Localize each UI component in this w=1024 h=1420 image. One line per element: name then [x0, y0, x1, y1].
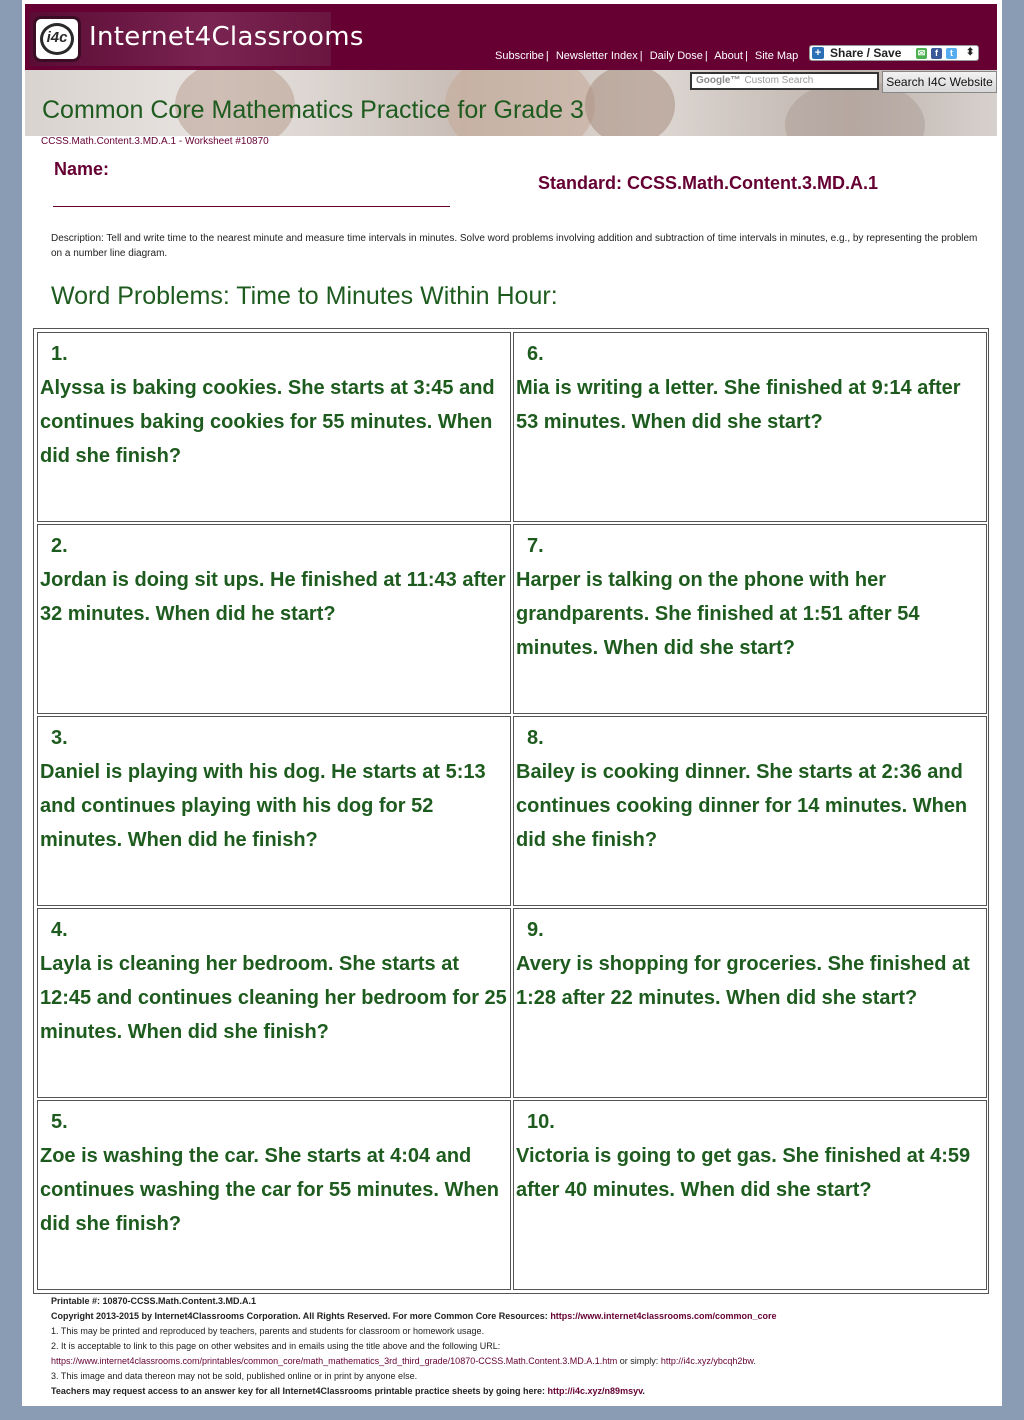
- top-navigation: Subscribe | Newsletter Index | Daily Dose | About | Site Map: [495, 50, 799, 62]
- problem-cell: [513, 332, 987, 522]
- name-label: Name:: [54, 159, 110, 179]
- usage-note-1: 1. This may be printed and reproduced by teachers, parents and students for classroom or homework usage.: [51, 1326, 485, 1336]
- share-plus-icon: +: [812, 47, 824, 59]
- common-core-link[interactable]: https://www.internet4classrooms.com/common_core: [550, 1311, 777, 1321]
- description: Description: Tell and write time to the nearest minute and measure time intervals in minutes. Solve word problems involving addition and subtraction of time intervals in minutes, e.g., by representing the problem on a number line diagram.: [51, 233, 978, 259]
- share-email-icon[interactable]: ✉: [917, 48, 926, 58]
- site-logo[interactable]: [29, 12, 364, 66]
- copyright-line: [51, 1309, 981, 1324]
- share-save-label: Share / Save: [830, 46, 902, 60]
- problem-cell: [37, 908, 511, 1098]
- banner: [25, 70, 997, 136]
- worksheet-page: [22, 0, 1002, 1406]
- page-title: Common Core Mathematics Practice for Grade 3: [42, 96, 584, 124]
- facebook-icon[interactable]: f: [931, 48, 942, 59]
- problem-text: Zoe is washing the car. She starts at 4:04 and continues washing the car for 55 minutes. When did she finish?: [40, 1145, 499, 1235]
- problem-cell: [513, 908, 987, 1098]
- search-input[interactable]: [690, 72, 879, 90]
- problem-cell: [37, 524, 511, 714]
- worksheet-breadcrumb: CCSS.Math.Content.3.MD.A.1 - Worksheet #10870: [41, 136, 269, 147]
- problem-number: 6.: [527, 343, 544, 365]
- problem-text: Bailey is cooking dinner. She starts at 2:36 and continues cooking dinner for 14 minutes. When did she finish?: [516, 761, 968, 851]
- problem-text: Layla is cleaning her bedroom. She starts at 12:45 and continues cleaning her bedroom for 25 minutes. When did she finish?: [40, 953, 507, 1043]
- problem-number: 3.: [51, 727, 68, 749]
- nav-newsletter-index-link[interactable]: Newsletter Index: [555, 50, 638, 62]
- or-simply-text: or simply:: [619, 1356, 659, 1366]
- usage-note-2-urls: https://www.internet4classrooms.com/printables/common_core/math_mathematics_3rd_third_grade/10870-CCSS.Math.Content.3.MD.A.1.htm or simply: http://i4c.xyz/ybcqh2bw.: [51, 1356, 756, 1366]
- printable-number: Printable #: 10870-CCSS.Math.Content.3.MD.A.1: [51, 1296, 257, 1306]
- twitter-icon[interactable]: t: [946, 48, 957, 59]
- name-line: [53, 206, 450, 207]
- answer-key-line: Teachers may request access to an answer key for all Internet4Classrooms printable practice sheets by going here: http://i4c.xyz/n89msyv.: [51, 1386, 645, 1396]
- problem-number: 8.: [527, 727, 544, 749]
- nav-daily-dose-link[interactable]: Daily Dose: [649, 50, 703, 62]
- problems-table: [33, 328, 989, 1294]
- banner-photo-decoration: [585, 70, 675, 136]
- problem-text: Alyssa is baking cookies. She starts at 3:45 and continues baking cookies for 55 minutes. When did she finish?: [40, 377, 495, 467]
- site-header: [25, 4, 997, 70]
- answer-key-link[interactable]: http://i4c.xyz/n89msyv: [547, 1386, 643, 1396]
- share-save-button[interactable]: [809, 45, 979, 61]
- share-dropdown-icon[interactable]: ⬍: [966, 47, 975, 58]
- copyright-text: Copyright 2013-2015 by Internet4Classrooms Corporation. All Rights Reserved. For more Common Core Resources:: [51, 1311, 548, 1321]
- problem-text: Harper is talking on the phone with her grandparents. She finished at 1:51 after 54 minutes. When did she start?: [516, 569, 920, 659]
- search-placeholder: Custom Search: [744, 75, 814, 86]
- problem-number: 2.: [51, 535, 68, 557]
- logo-text: Internet4Classrooms: [89, 22, 364, 52]
- problem-number: 1.: [51, 343, 68, 365]
- standard-label: Standard: CCSS.Math.Content.3.MD.A.1: [538, 173, 879, 193]
- problem-number: 4.: [51, 919, 68, 941]
- problem-number: 7.: [527, 535, 544, 557]
- nav-about-link[interactable]: About: [714, 50, 743, 62]
- search-button[interactable]: Search I4C Website: [882, 71, 997, 93]
- footer: [51, 1294, 981, 1399]
- problem-cell: [513, 1100, 987, 1290]
- problem-cell: [37, 332, 511, 522]
- problem-number: 10.: [527, 1111, 555, 1133]
- usage-note-3: 3. This image and data thereon may not be sold, published online or in print by anyone else.: [51, 1371, 418, 1381]
- nav-subscribe-link[interactable]: Subscribe: [495, 50, 544, 62]
- problem-text: Jordan is doing sit ups. He finished at 11:43 after 32 minutes. When did he start?: [40, 569, 506, 625]
- answer-key-text: Teachers may request access to an answer key for all Internet4Classrooms printable practice sheets by going here:: [51, 1386, 546, 1396]
- problem-cell: [37, 716, 511, 906]
- google-logo: Google™: [696, 75, 741, 86]
- problem-text: Avery is shopping for groceries. She finished at 1:28 after 22 minutes. When did she start?: [516, 953, 970, 1009]
- problem-cell: [37, 1100, 511, 1290]
- usage-note-2: 2. It is acceptable to link to this page on other websites and in emails using the title above and the following URL:: [51, 1341, 501, 1351]
- problem-number: 5.: [51, 1111, 68, 1133]
- i4c-logo-icon: [33, 16, 81, 62]
- problem-text: Daniel is playing with his dog. He starts at 5:13 and continues playing with his dog for 52 minutes. When did he finish?: [40, 761, 486, 851]
- problem-cell: [513, 716, 987, 906]
- problem-cell: [513, 524, 987, 714]
- worksheet-url-link[interactable]: https://www.internet4classrooms.com/printables/common_core/math_mathematics_3rd_third_grade/10870-CCSS.Math.Content.3.MD.A.1.htm: [51, 1356, 618, 1366]
- nav-site-map-link[interactable]: Site Map: [754, 50, 799, 62]
- problem-number: 9.: [527, 919, 544, 941]
- short-url-link[interactable]: http://i4c.xyz/ybcqh2bw: [660, 1356, 754, 1366]
- logo-badge-text: i4c: [46, 29, 68, 46]
- problem-text: Mia is writing a letter. She finished at 9:14 after 53 minutes. When did she start?: [516, 377, 961, 433]
- problem-text: Victoria is going to get gas. She finished at 4:59 after 40 minutes. When did she start?: [516, 1145, 971, 1201]
- section-title: Word Problems: Time to Minutes Within Hour:: [51, 282, 558, 310]
